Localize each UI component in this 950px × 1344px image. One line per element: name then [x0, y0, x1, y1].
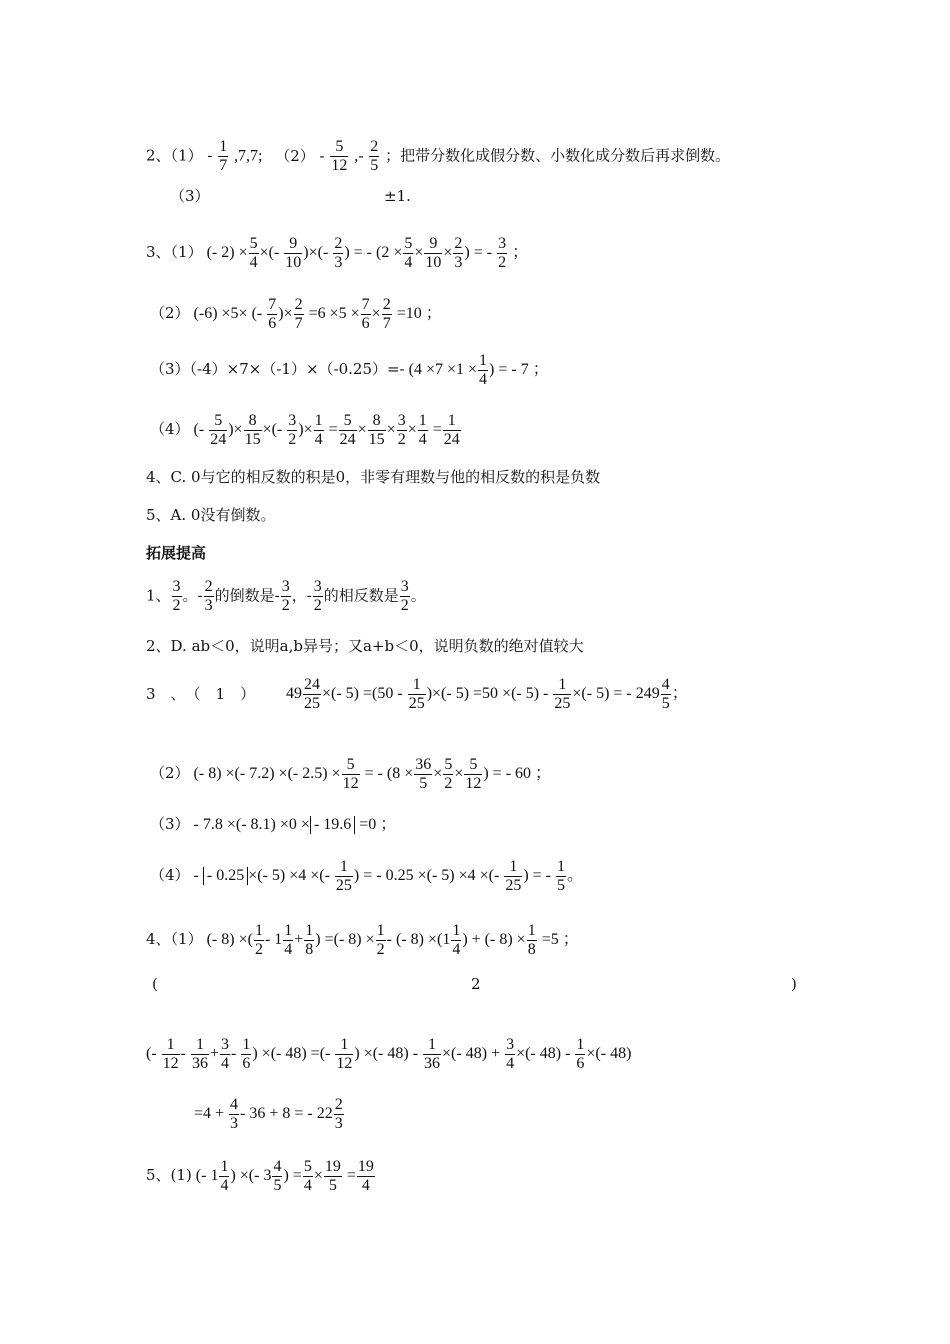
ext4-p2-num: 2 [471, 975, 481, 993]
q2-part1-rest: ,7,7; [234, 147, 263, 165]
ext3-line2: （2） (- 8) ×(- 7.2) ×(- 2.5) × $\frac{5}{12}$ = - (8 × $\frac{36}{5}$ × $\frac{5}{2}$ × $\frac{5}{12}$ ) = - 60 ； [150, 756, 552, 792]
ext4-line1: 4、（1） (- 8) ×( $\frac{1}{2}$ - 1 $\frac{1}{4}$ + $\frac{1}{8}$ ) =(- 8) × $\frac{1}{2}$ - (- 8) ×(1 $\frac{1}{4}$ ) + (- 8) × $\frac{1}{8}$ =5 ； [146, 922, 579, 958]
ext5-line1: 5、(1) (- 1 $\frac{1}{4}$ ) ×(- 3 $\frac{4}{5}$ ) = $\frac{5}{4}$ × $\frac{19}{5}$ = $\frac{19}{4}$ [146, 1158, 374, 1194]
ext3-line4: （4） - - 0.25 ×(- 5) ×4 ×(- $\frac{1}{25}$ ) = - 0.25 ×(- 5) ×4 ×(- $\frac{1}{25}$ ) = - $\frac{1}{5}$ 。 [150, 858, 584, 894]
q3-line3: （3）（-4）×7×（-1）×（-0.25）=- (4 ×7 ×1 × $\frac{1}{4}$ ) = - 7 ； [150, 352, 549, 388]
q3-line2: （2） (-6) ×5× (- $\frac{7}{6}$ )× $\frac{2}{7}$ =6 ×5 × $\frac{7}{6}$ × $\frac{2}{7}$ =10 ； [150, 296, 442, 332]
ext4-line3: =4 + $\frac{4}{3}$ - 36 + 8 = - 22 $\frac{2}{3}$ [194, 1096, 343, 1132]
q2-prefix: 2、（1） - [146, 146, 213, 165]
q2-part2-label: （2） - [275, 146, 325, 165]
q2-sep: ,- [354, 147, 364, 165]
ext4-p2-close: ) [791, 975, 797, 993]
q2-part3-label: （3） [170, 187, 210, 205]
q2-line1 [146, 138, 730, 175]
ext4-line2: (- $\frac{1}{12}$ - $\frac{1}{36}$ + $\frac{3}{4}$ - $\frac{1}{6}$ ) ×(- 48) =(- $\frac{1}{12}$ ) ×(- 48) - $\frac{1}{36}$ ×(- 48) + $\frac{3}{4}$ ×(- 48) - $\frac{1}{6}$ ×(- 48) [146, 1036, 632, 1072]
fraction: $\frac{5}{12}$ [331, 138, 348, 174]
ext4-p2-open: ( [152, 975, 158, 993]
q2-part3-value: ±1. [384, 187, 411, 205]
q2-line3 [170, 186, 210, 206]
q3-line1: 3、（1） (- 2) × $\frac{5}{4}$ ×(- $\frac{9}{10}$ )×(- $\frac{2}{3}$ ) = - (2 × $\frac{5}{4}$ × $\frac{9}{10}$ × $\frac{2}{3}$ ) = - $\frac{3}{2}$ ； [146, 235, 529, 271]
ext3-line1: 49 $\frac{24}{25}$ ×(- 5) =(50 - $\frac{1}{25}$ )×(- 5) =50 ×(- 5) - $\frac{1}{25}$ ×(- 5) = - 249 $\frac{4}{5}$ ； [286, 676, 688, 712]
ext2-text: 2、D. ab＜0，说明a,b异号；又a+b＜0，说明负数的绝对值较大 [146, 637, 584, 655]
ext3-line3: （3） - 7.8 ×(- 8.1) ×0 × - 19.6 =0 ； [150, 815, 397, 833]
fraction: $\frac{2}{5}$ [370, 138, 379, 174]
section-title: 拓展提高 [146, 544, 207, 562]
q3-line4: （4） (- $\frac{5}{24}$ )× $\frac{8}{15}$ ×(- $\frac{3}{2}$ )× $\frac{1}{4}$ = $\frac{5}{24}$ × $\frac{8}{15}$ × $\frac{3}{2}$ × $\frac{1}{4}$ = $\frac{1}{24}$ [150, 412, 460, 448]
ext1-line: 1、 $\frac{3}{2}$ 。- $\frac{2}{3}$ 的倒数是- $\frac{3}{2}$ ，- $\frac{3}{2}$ 的相反数是 $\frac{3}{2}$ 。 [146, 578, 426, 614]
fraction: $\frac{1}{7}$ [219, 138, 228, 174]
q4-text: 4、C. 0与它的相反数的积是0，非零有理数与他的相反数的积是负数 [146, 468, 601, 486]
q5-text: 5、A. 0没有倒数。 [146, 506, 276, 524]
ext3-label: 3 、 （ 1 ） [146, 685, 256, 703]
q2-note: ；把带分数化成假分数、小数化成分数后再求倒数。 [385, 146, 731, 165]
